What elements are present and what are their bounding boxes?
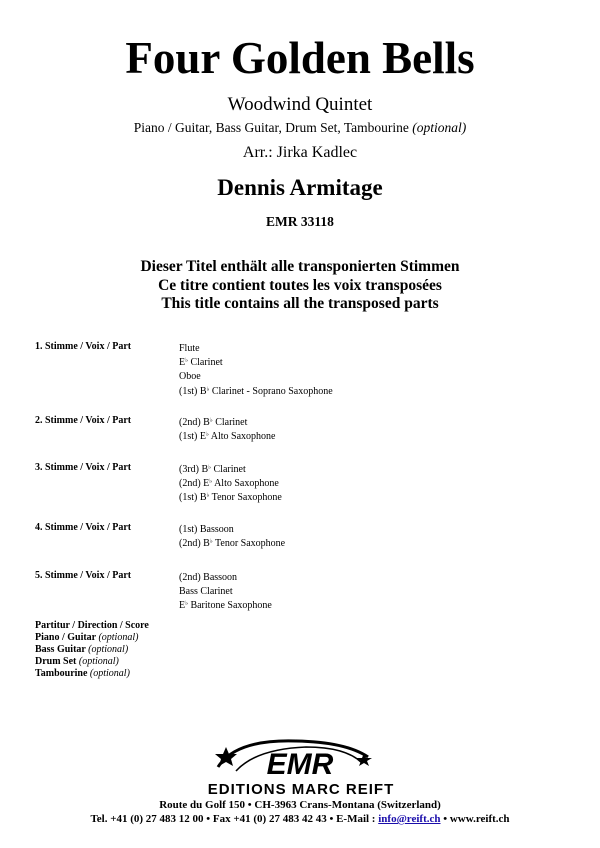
score-item: Piano / Guitar (optional)	[35, 632, 139, 643]
instrument: (1st) B♭ Clarinet - Soprano Saxophone	[179, 385, 333, 397]
score-item: Drum Set (optional)	[35, 656, 119, 667]
instrument: E♭ Baritone Saxophone	[179, 600, 272, 612]
instrument: (2nd) B♭ Tenor Saxophone	[179, 538, 286, 550]
page-title: Four Golden Bells	[125, 33, 475, 83]
part-instruments	[179, 415, 275, 443]
publisher-contact	[0, 813, 600, 826]
instrument: Oboe	[179, 371, 201, 383]
catalog-number: EMR 33118	[266, 214, 334, 229]
score-item: Tambourine (optional)	[35, 668, 130, 679]
contact-phone-fax: Tel. +41 (0) 27 483 12 00 • Fax +41 (0) 27 483 42 43 • E-Mail :	[90, 813, 376, 825]
part-instruments	[179, 570, 272, 613]
subtitle: Woodwind Quintet	[227, 94, 373, 115]
arranger: Arr.: Jirka Kadlec	[242, 144, 358, 161]
part-label: 4. Stimme / Voix / Part	[35, 522, 132, 533]
instrumentation-list: Piano / Guitar, Bass Guitar, Drum Set, Tambourine	[133, 120, 409, 135]
instrument: Bass Clarinet	[179, 586, 233, 598]
instrument: E♭ Clarinet	[179, 357, 223, 369]
instrument: (2nd) Bassoon	[179, 572, 238, 583]
part-label: 3. Stimme / Voix / Part	[35, 462, 132, 473]
instrument: (1st) B♭ Tenor Saxophone	[179, 492, 282, 504]
part-label: 1. Stimme / Voix / Part	[35, 341, 132, 352]
notice-english: This title contains all the transposed parts	[161, 295, 439, 312]
part-instruments	[179, 341, 333, 398]
instrument: Flute	[179, 343, 200, 354]
instrumentation	[0, 120, 600, 136]
score-parts	[35, 620, 149, 680]
score-item: Partitur / Direction / Score	[35, 620, 149, 631]
website: • www.reift.ch	[443, 813, 510, 825]
publisher-address: Route du Golf 150 • CH-3963 Crans-Montana (Switzerland)	[159, 799, 441, 811]
score-item: Bass Guitar (optional)	[35, 644, 129, 655]
logo-mark: EMR	[266, 748, 334, 781]
instrument: (2nd) B♭ Clarinet	[179, 417, 248, 428]
part-label: 2. Stimme / Voix / Part	[35, 415, 132, 426]
instrument: (3rd) B♭ Clarinet	[179, 464, 246, 475]
notice-french: Ce titre contient toutes les voix transposées	[158, 276, 442, 294]
publisher-name: EDITIONS MARC REIFT	[207, 781, 395, 797]
part-label: 5. Stimme / Voix / Part	[35, 570, 132, 581]
composer: Dennis Armitage	[217, 175, 383, 200]
email-link[interactable]: info@reift.ch	[378, 813, 441, 825]
publisher-logo	[196, 733, 406, 797]
instrumentation-optional: (optional)	[412, 120, 467, 135]
part-instruments	[179, 462, 282, 505]
instrument: (1st) E♭ Alto Saxophone	[179, 431, 276, 443]
instrument: (2nd) E♭ Alto Saxophone	[179, 478, 279, 490]
notice-german: Dieser Titel enthält alle transponierten Stimmen	[140, 258, 460, 275]
transposition-notice	[0, 258, 600, 314]
instrument: (1st) Bassoon	[179, 524, 234, 535]
part-instruments	[179, 522, 285, 550]
